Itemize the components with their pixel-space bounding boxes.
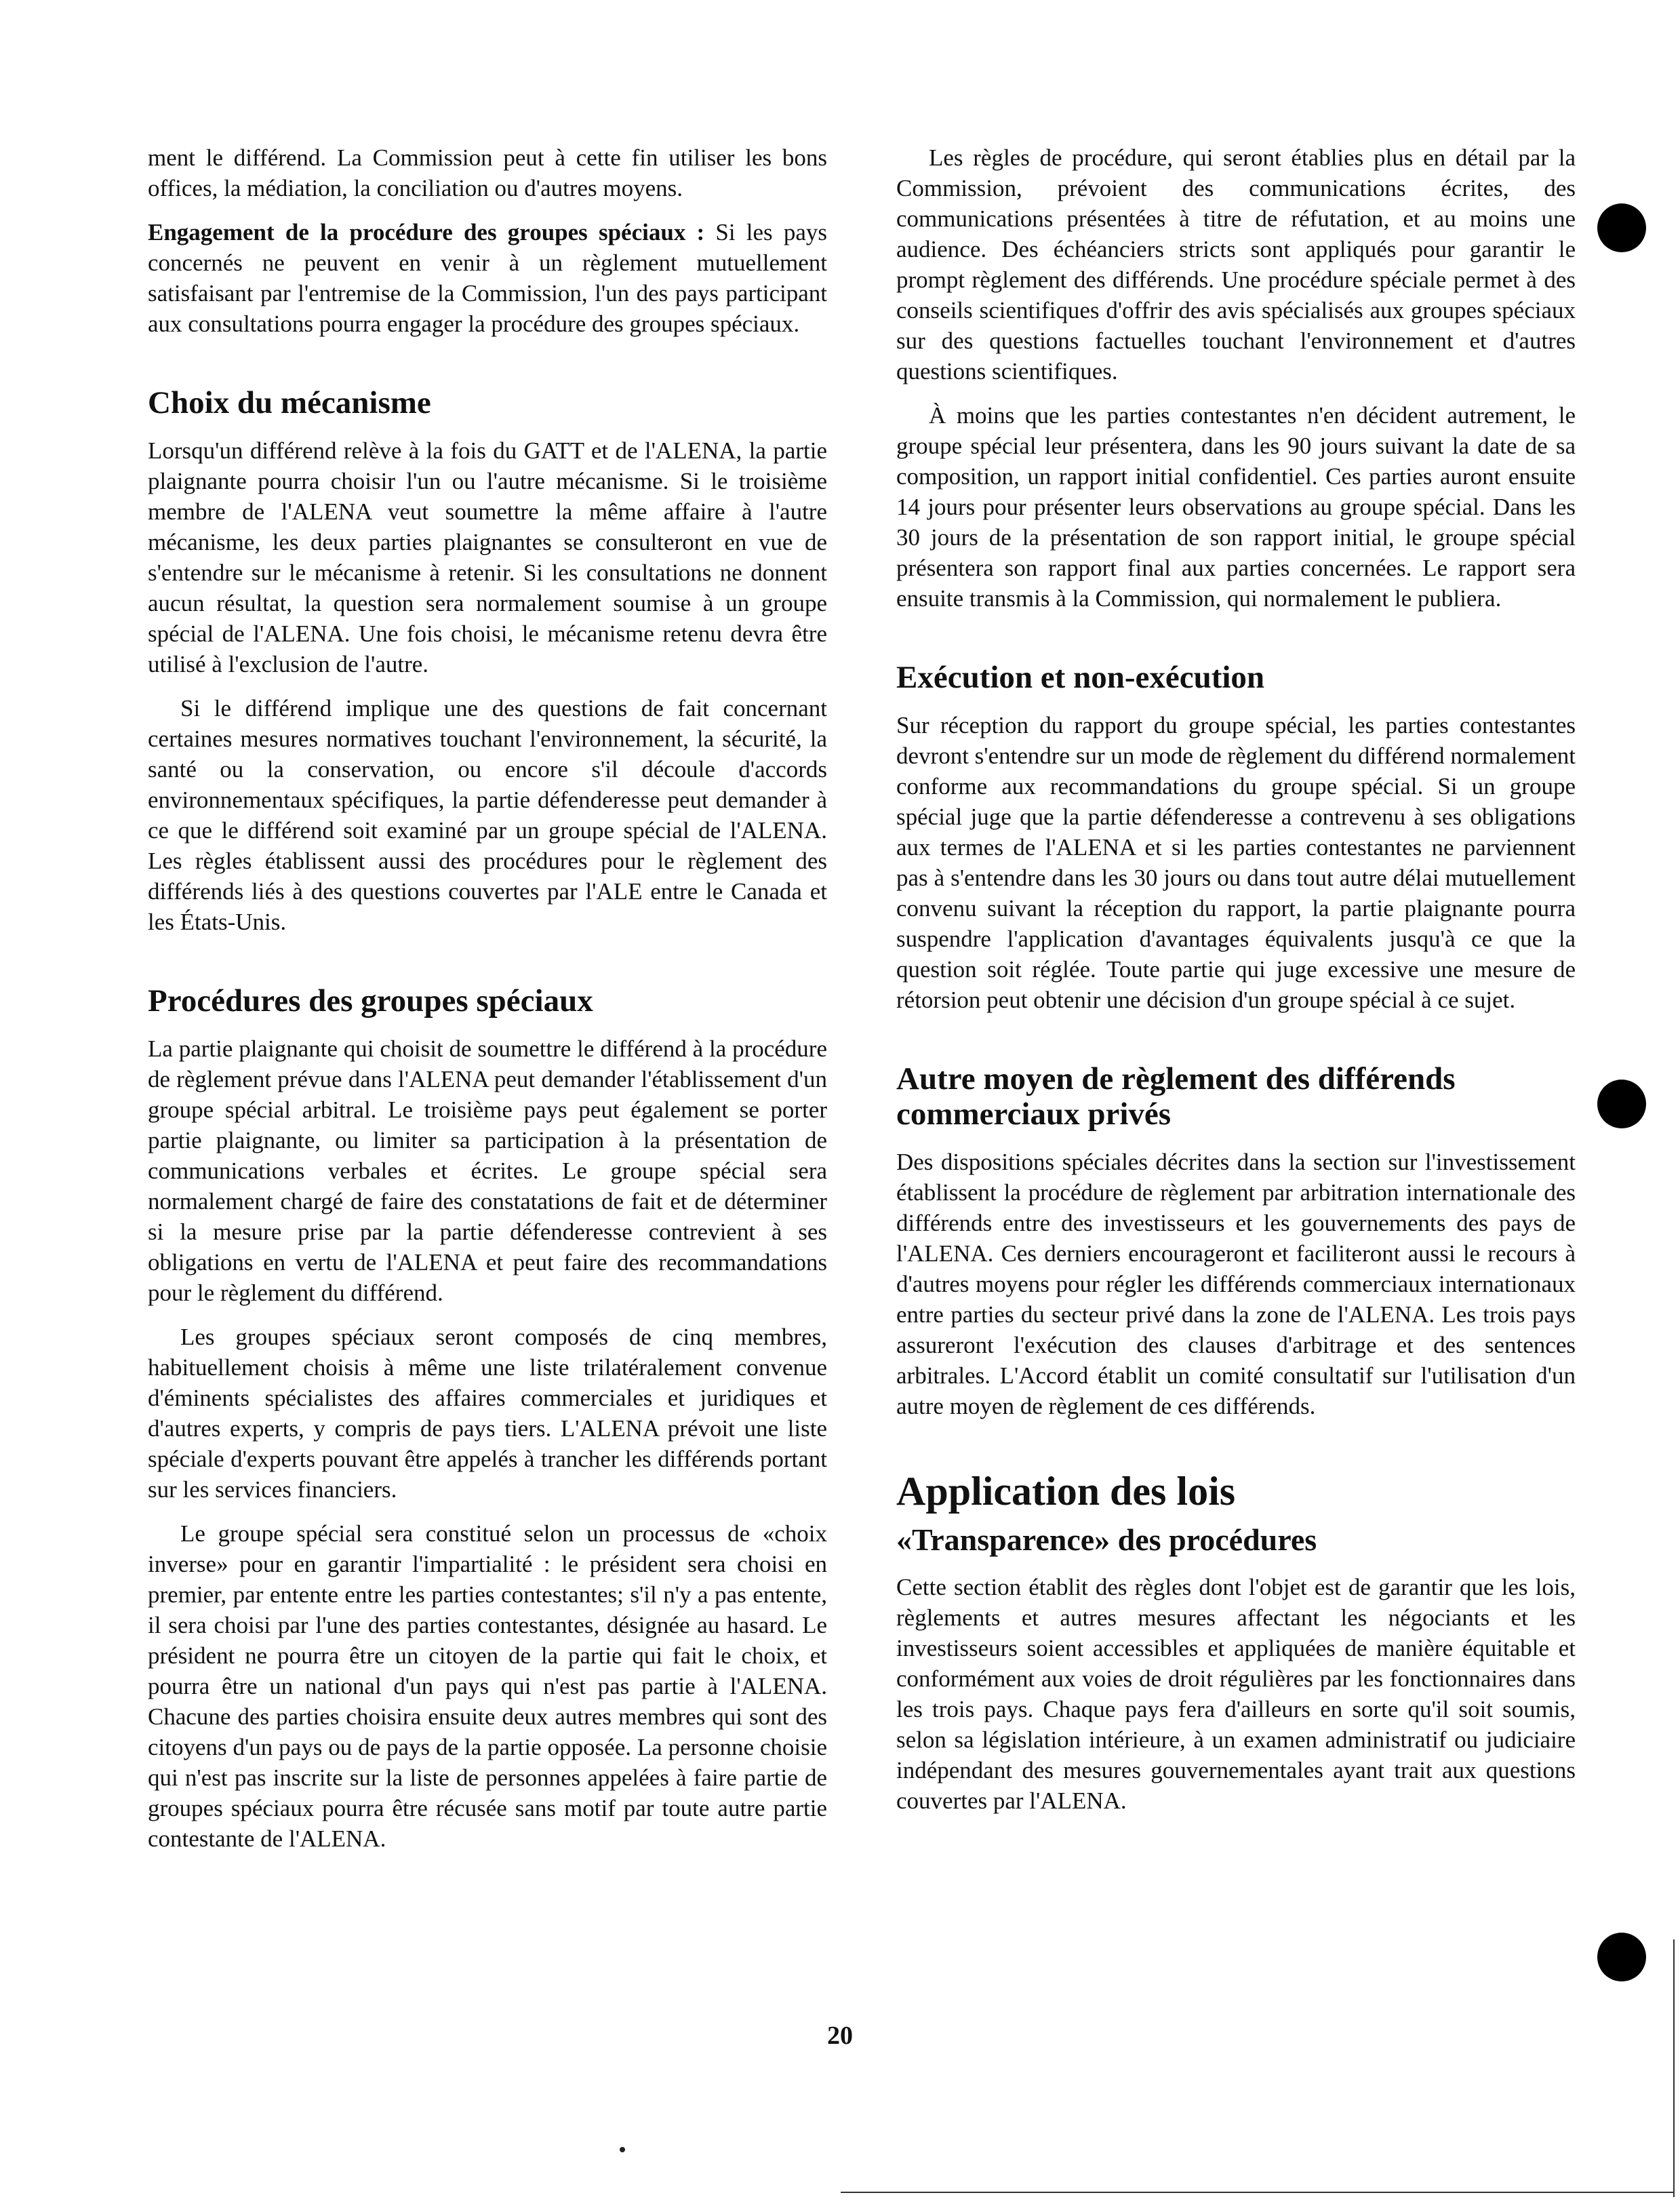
chapter-heading-application: Application des lois [896, 1469, 1236, 1514]
paragraph: La partie plaignante qui choisit de soumettre le différend à la procédure de règlement prévue dans l'ALENA peut demander l'établissement d'un groupe spécial arbitral. Le troisième pays peut également se porter partie plaignante, ou limiter sa participation à la présentation de communications verbales et écrites. Le groupe spécial sera normalement chargé de faire des constatations de fait et de déterminer si la mesure prise par la partie défenderesse contrevient à ses obligations en vertu de l'ALENA et peut faire des recommandations pour le règlement du différend. [148, 1035, 827, 1306]
scan-speck [620, 2147, 625, 2152]
paragraph: Les règles de procédure, qui seront établies plus en détail par la Commission, prévoient des communications écrites, des communications présentées à titre de réfutation, et au moins une audience. Des échéanciers stricts sont appliqués pour garantir le prompt règlement des différends. Une procédure spéciale permet à des conseils scientifiques d'offrir des avis spécialisés aux groupes spéciaux sur des questions factuelles touchant l'environnement et d'autres questions scientifiques. [896, 144, 1576, 384]
binder-hole-middle [1597, 1080, 1646, 1128]
binder-hole-top [1597, 203, 1646, 252]
paragraph: Si le différend implique une des questions de fait concernant certaines mesures normatives touchant l'environnement, la sécurité, la santé ou la conservation, ou encore s'il découle d'accords environnementaux spécifiques, la partie défenderesse peut demander à ce que le différend soit examiné par un groupe spécial de l'ALENA. Les règles établissent aussi des procédures pour le règlement des différends liés à des questions couvertes par l'ALE entre le Canada et les États-Unis. [148, 695, 827, 935]
paragraph [148, 217, 827, 339]
paragraph: Cette section établit des règles dont l'objet est de garantir que les lois, règlements et autres mesures affectant les négociants et les investisseurs soient accessibles et appliquées de manière équitable et conformément aux voies de droit régulières par les fonctionnaires dans les trois pays. Chaque pays fera d'ailleurs en sorte qu'il soit soumis, selon sa législation intérieure, à un examen administratif ou judiciaire indépendant des mesures gouvernementales ayant trait aux questions couvertes par l'ALENA. [896, 1574, 1576, 1814]
paragraph-body: Si les pays concernés ne peuvent en venir à un règlement mutuellement satisfaisant par l'entremise de la Commission, l'un des pays participant aux consultations pourra engager la procédure des groupes spéciaux. [148, 219, 827, 337]
page-number: 20 [827, 2021, 853, 2050]
scan-edge-bottom [841, 2192, 1675, 2193]
paragraph: Lorsqu'un différend relève à la fois du GATT et de l'ALENA, la partie plaignante pourra choisir l'un ou l'autre mécanisme. Si le troisième membre de l'ALENA veut soumettre la même affaire à l'autre mécanisme, les deux parties plaignantes se consulteront en vue de s'entendre sur le mécanisme à retenir. Si les consultations ne donnent aucun résultat, la question sera normalement soumise à un groupe spécial de l'ALENA. Une fois choisi, le mécanisme retenu devra être utilisé à l'exclusion de l'autre. [148, 437, 827, 677]
paragraph: Le groupe spécial sera constitué selon un processus de «choix inverse» pour en garantir l'impartialité : le président sera choisi en premier, par entente entre les parties contestantes; s'il n'y a pas entente, il sera choisi par l'une des parties contestantes, désignée au hasard. Le président ne pourra être un citoyen de la partie qui fait le choix, et pourra être un national d'un pays qui n'est pas partie à l'ALENA. Chacune des parties choisira ensuite deux autres membres qui sont des citoyens d'un pays ou de pays de la partie opposée. La personne choisie qui n'est pas inscrite sur la liste de personnes appelées à faire partie de groupes spéciaux pourra être récusée sans motif par toute autre partie contestante de l'ALENA. [148, 1520, 827, 1852]
section-heading-choix: Choix du mécanisme [148, 385, 431, 420]
lead-heading: Engagement de la procédure des groupes spéciaux : [148, 219, 705, 245]
paragraph: Sur réception du rapport du groupe spécial, les parties contestantes devront s'entendre sur un mode de règlement du différend normalement conforme aux recommandations du groupe spécial. Si un groupe spécial juge que la partie défenderesse a contrevenu à ses obligations aux termes de l'ALENA et si les parties contestantes ne parviennent pas à s'entendre dans les 30 jours ou dans tout autre délai mutuellement convenu suivant la réception du rapport, la partie plaignante pourra suspendre l'application d'avantages équivalents jusqu'à ce que la question soit réglée. Toute partie qui juge excessive une mesure de rétorsion peut obtenir une décision d'un groupe spécial à ce sujet. [896, 712, 1576, 1013]
section-heading-procedures: Procédures des groupes spéciaux [148, 983, 593, 1019]
binder-hole-bottom [1597, 1933, 1646, 1981]
subsection-heading-transparence: «Transparence» des procédures [896, 1522, 1317, 1557]
paragraph: ment le différend. La Commission peut à cette fin utiliser les bons offices, la médiation, la conciliation ou d'autres moyens. [148, 144, 827, 201]
paragraph: À moins que les parties contestantes n'en décident autrement, le groupe spécial leur présentera, dans les 90 jours suivant la date de sa composition, un rapport initial confidentiel. Ces parties auront ensuite 14 jours pour présenter leurs observations au groupe spécial. Dans les 30 jours de la présentation de son rapport initial, le groupe spécial présentera son rapport final aux parties concernées. Le rapport sera ensuite transmis à la Commission, qui normalement le publiera. [896, 402, 1576, 612]
scan-edge-right [1673, 1939, 1675, 2197]
section-heading-execution: Exécution et non-exécution [896, 660, 1265, 695]
paragraph: Les groupes spéciaux seront composés de cinq membres, habituellement choisis à même une liste trilatéralement convenue d'éminents spécialistes des affaires commerciales et juridiques et d'autres experts, y compris de pays tiers. L'ALENA prévoit une liste spéciale d'experts pouvant être appelés à trancher les différends portant sur les services financiers. [148, 1324, 827, 1503]
left-column [148, 142, 827, 1868]
right-column [896, 142, 1576, 1830]
section-heading-autre-moyen: Autre moyen de règlement des différends commerciaux privés [896, 1061, 1456, 1132]
paragraph: Des dispositions spéciales décrites dans la section sur l'investissement établissent la procédure de règlement par arbitration internationale des différends entre des investisseurs et les gouvernements des pays de l'ALENA. Ces derniers encourageront et faciliteront aussi le recours à d'autres moyens pour régler les différends commerciaux internationaux entre parties du secteur privé dans la zone de l'ALENA. Les trois pays assureront l'exécution des clauses d'arbitrage et des sentences arbitrales. L'Accord établit un comité consultatif sur l'utilisation d'un autre moyen de règlement de ces différends. [896, 1149, 1576, 1419]
